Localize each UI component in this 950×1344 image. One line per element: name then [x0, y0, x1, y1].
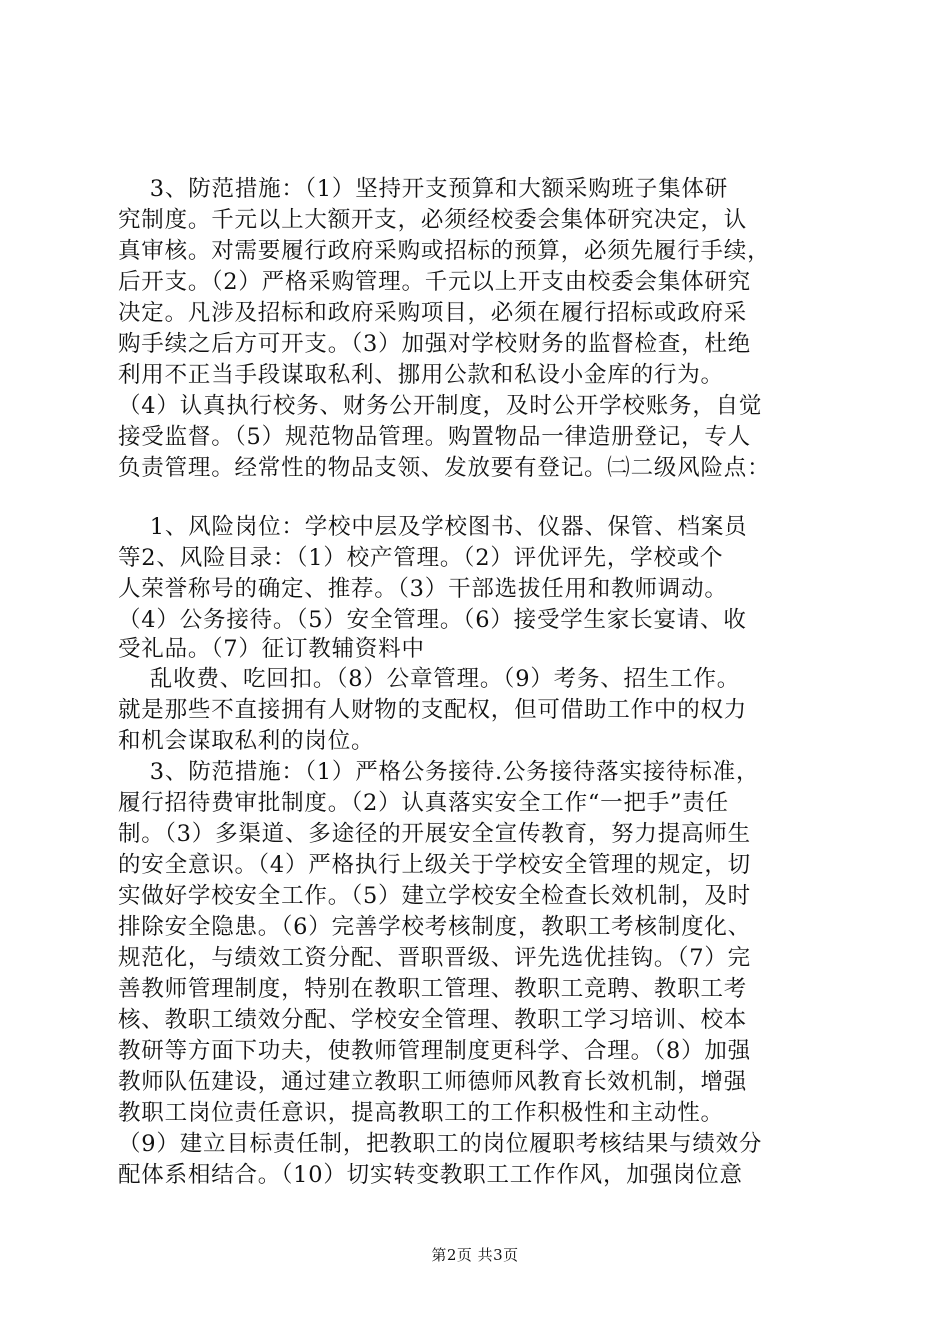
text-line: 接受监督。（5）规范物品管理。购置物品一律造册登记，专人 — [118, 424, 751, 450]
text-line: 核、教职工绩效分配、学校安全管理、教职工学习培训、校本 — [118, 1007, 748, 1033]
text-line: （4）认真执行校务、财务公开制度，及时公开学校账务，自觉 — [118, 393, 763, 419]
text-line: 人荣誉称号的确定、推荐。（3）干部选拔任用和教师调动。 — [118, 576, 728, 602]
text-line: 就是那些不直接拥有人财物的支配权，但可借助工作中的权力 — [118, 697, 748, 723]
text-line: 制。（3）多渠道、多途径的开展安全宣传教育，努力提高师生 — [118, 821, 751, 847]
page-footer: 第2页 共3页 — [431, 1246, 519, 1264]
text-line: 3、防范措施：（1）严格公务接待.公务接待落实接待标准， — [118, 759, 760, 785]
text-line: 购手续之后方可开支。（3）加强对学校财务的监督检查，杜绝 — [118, 331, 751, 357]
text-line: （9）建立目标责任制，把教职工的岗位履职考核结果与绩效分 — [118, 1131, 763, 1157]
text-line: 究制度。千元以上大额开支，必须经校委会集体研究决定，认 — [118, 207, 748, 233]
text-line: 的安全意识。（4）严格执行上级关于学校安全管理的规定，切 — [118, 852, 751, 878]
text-line: 履行招待费审批制度。（2）认真落实安全工作“一把手”责任 — [118, 790, 729, 816]
text-line: 教职工岗位责任意识，提高教职工的工作积极性和主动性。 — [118, 1100, 724, 1126]
text-line: 1、风险岗位：学校中层及学校图书、仪器、保管、档案员 — [118, 514, 748, 540]
text-line: 等2、风险目录：（1）校产管理。（2）评优评先，学校或个 — [118, 545, 724, 571]
text-line: 配体系相结合。（10）切实转变教职工工作作风，加强岗位意 — [118, 1162, 743, 1188]
text-line: （4）公务接待。（5）安全管理。（6）接受学生家长宴请、收 — [118, 607, 747, 633]
text-line: 教师队伍建设，通过建立教职工师德师风教育长效机制，增强 — [118, 1069, 748, 1095]
text-line: 后开支。（2）严格采购管理。千元以上开支由校委会集体研究 — [118, 269, 751, 295]
text-line: 受礼品。（7）征订教辅资料中 — [118, 636, 425, 662]
text-line: 和机会谋取私利的岗位。 — [118, 728, 375, 754]
text-line: 教研等方面下功夫，使教师管理制度更科学、合理。（8）加强 — [118, 1038, 751, 1064]
text-line: 利用不正当手段谋取私利、挪用公款和私设小金库的行为。 — [118, 362, 724, 388]
text-line: 决定。凡涉及招标和政府采购项目，必须在履行招标或政府采 — [118, 300, 748, 326]
text-line: 实做好学校安全工作。（5）建立学校安全检查长效机制，及时 — [118, 883, 751, 909]
text-line: 3、防范措施：（1）坚持开支预算和大额采购班子集体研 — [118, 176, 728, 202]
text-line: 排除安全隐患。（6）完善学校考核制度，教职工考核制度化、 — [118, 914, 751, 940]
text-line: 规范化，与绩效工资分配、晋职晋级、评先选优挂钩。（7）完 — [118, 945, 751, 971]
text-line: 真审核。对需要履行政府采购或招标的预算，必须先履行手续， — [118, 238, 771, 264]
text-line: 负责管理。经常性的物品支领、发放要有登记。㈡二级风险点： — [118, 455, 771, 481]
text-line: 乱收费、吃回扣。（8）公章管理。（9）考务、招生工作。 — [118, 666, 741, 692]
text-line: 善教师管理制度，特别在教职工管理、教职工竞聘、教职工考 — [118, 976, 748, 1002]
